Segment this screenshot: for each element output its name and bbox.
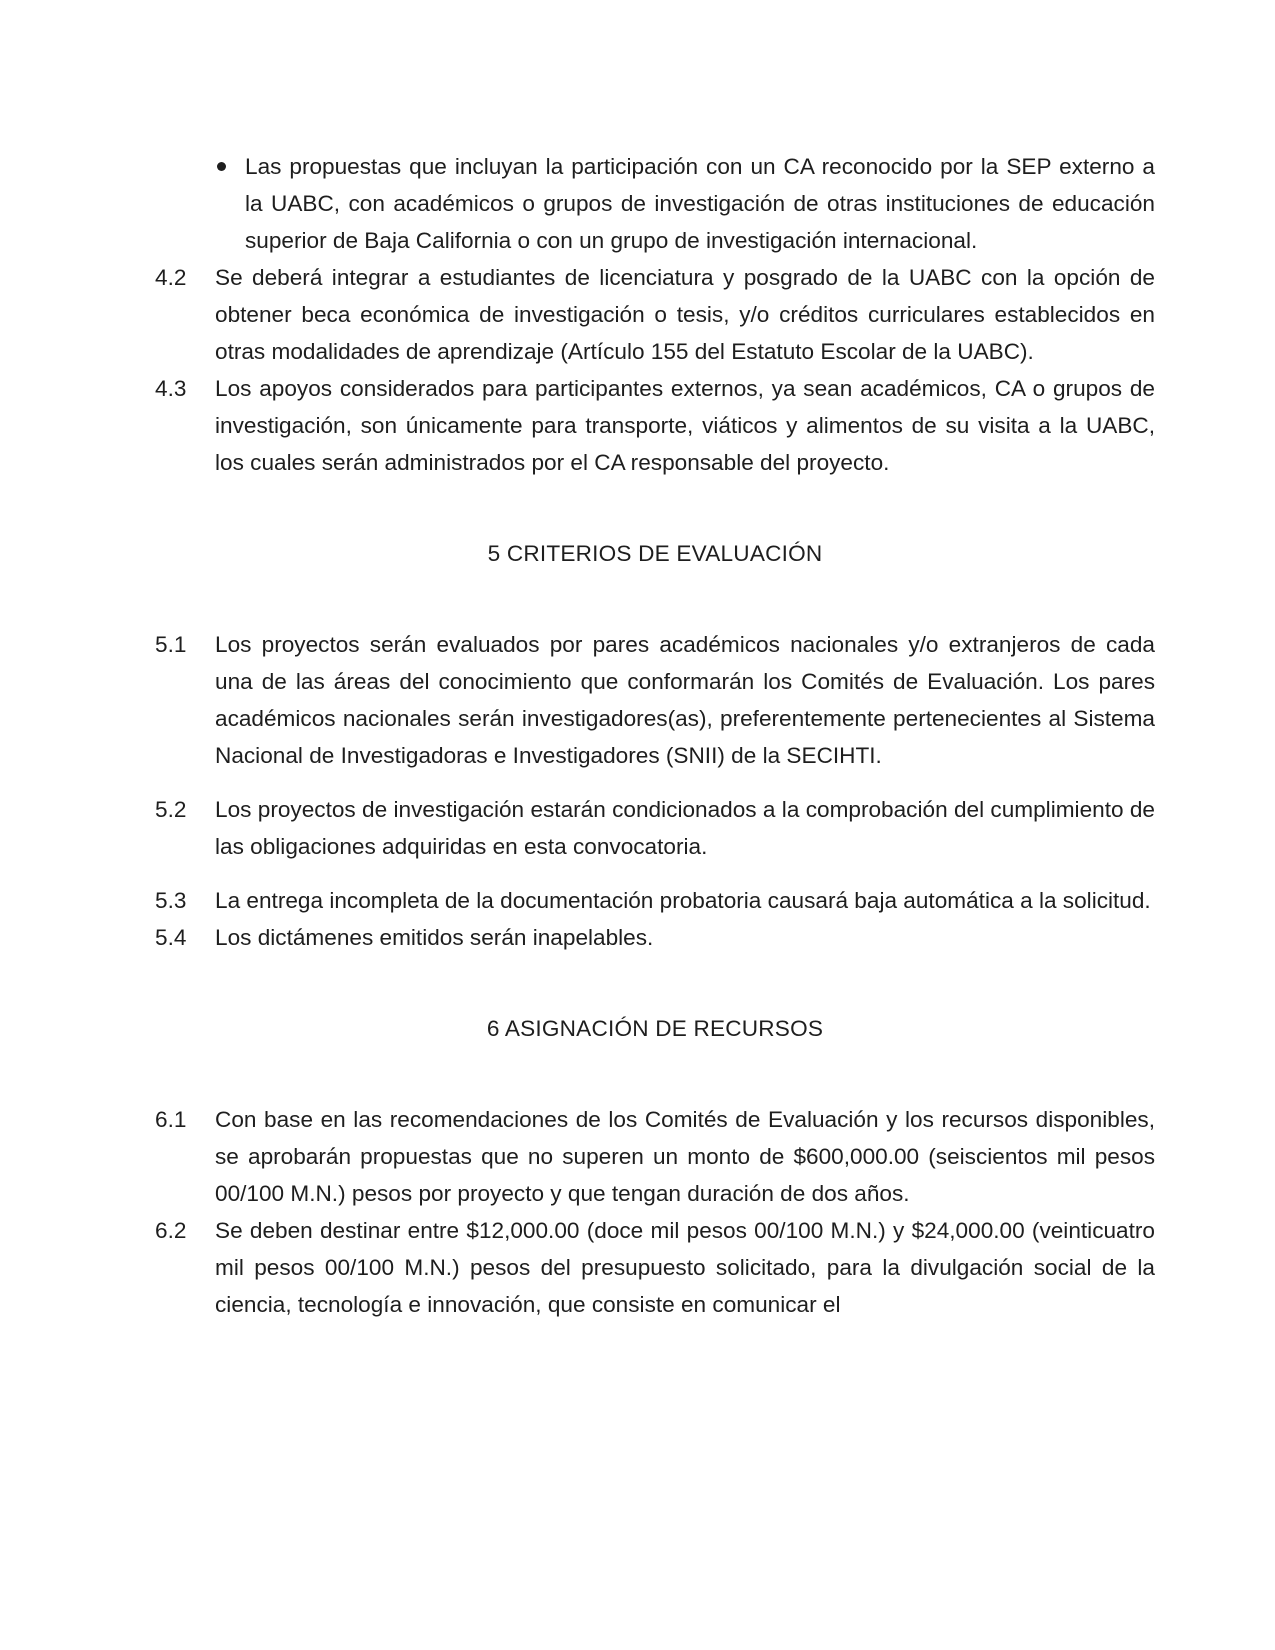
clause-4-3 xyxy=(155,370,1155,481)
clause-text: Con base en las recomendaciones de los Comités de Evaluación y los recursos disponibles, se aprobarán propuestas que no superen un monto de $600,000.00 (seiscientos mil pesos 00/100 M.N.) pesos por proyecto y que tengan duración de dos años. xyxy=(215,1107,1155,1206)
clause-number: 4.3 xyxy=(155,376,187,401)
document-body xyxy=(155,148,1155,1323)
clause-number: 5.2 xyxy=(155,797,187,822)
clause-number: 6.2 xyxy=(155,1218,187,1243)
clause-number: 4.2 xyxy=(155,265,187,290)
bullet-item xyxy=(155,148,1155,259)
clause-text: Los proyectos de investigación estarán condicionados a la comprobación del cumplimiento de las obligaciones adquiridas en esta convocatoria. xyxy=(215,797,1155,859)
clause-text: Los proyectos serán evaluados por pares académicos nacionales y/o extranjeros de cada una de las áreas del conocimiento que conformarán los Comités de Evaluación. Los pares académicos nacionales serán investigadores(as), preferentemente pertenecientes al Sistema Nacional de Investigadoras e Investigadores (SNII) de la SECIHTI. xyxy=(215,632,1155,768)
clause-6-1 xyxy=(155,1101,1155,1212)
clause-text: Los apoyos considerados para participantes externos, ya sean académicos, CA o grupos de investigación, son únicamente para transporte, viáticos y alimentos de su visita a la UABC, los cuales serán administrados por el CA responsable del proyecto. xyxy=(215,376,1155,475)
bullet-dot-icon xyxy=(217,162,226,171)
clause-4-2 xyxy=(155,259,1155,370)
clause-6-2 xyxy=(155,1212,1155,1323)
section-heading-6: 6 ASIGNACIÓN DE RECURSOS xyxy=(486,1016,824,1041)
clause-text: Se deben destinar entre $12,000.00 (doce mil pesos 00/100 M.N.) y $24,000.00 (veinticuatro mil pesos 00/100 M.N.) pesos del presupuesto solicitado, para la divulgación social de la ciencia, tecnología e innovación, que consiste en comunicar el xyxy=(215,1218,1155,1317)
bullet-text: Las propuestas que incluyan la participación con un CA reconocido por la SEP externo a la UABC, con académicos o grupos de investigación de otras instituciones de educación superior de Baja California o con un grupo de investigación internacional. xyxy=(245,154,1155,253)
clause-5-1 xyxy=(155,626,1155,774)
clause-text: Los dictámenes emitidos serán inapelables. xyxy=(215,925,654,950)
clause-number: 5.1 xyxy=(155,632,187,657)
section-heading-5: 5 CRITERIOS DE EVALUACIÓN xyxy=(487,541,823,566)
clause-text: Se deberá integrar a estudiantes de licenciatura y posgrado de la UABC con la opción de obtener beca económica de investigación o tesis, y/o créditos curriculares establecidos en otras modalidades de aprendizaje (Artículo 155 del Estatuto Escolar de la UABC). xyxy=(215,265,1155,364)
clause-number: 5.3 xyxy=(155,888,187,913)
clause-5-2 xyxy=(155,791,1155,865)
clause-text: La entrega incompleta de la documentación probatoria causará baja automática a la solicitud. xyxy=(215,888,1151,913)
clause-5-3 xyxy=(155,882,1155,919)
clause-5-4 xyxy=(155,919,1155,956)
clause-number: 5.4 xyxy=(155,925,187,950)
clause-number: 6.1 xyxy=(155,1107,187,1132)
